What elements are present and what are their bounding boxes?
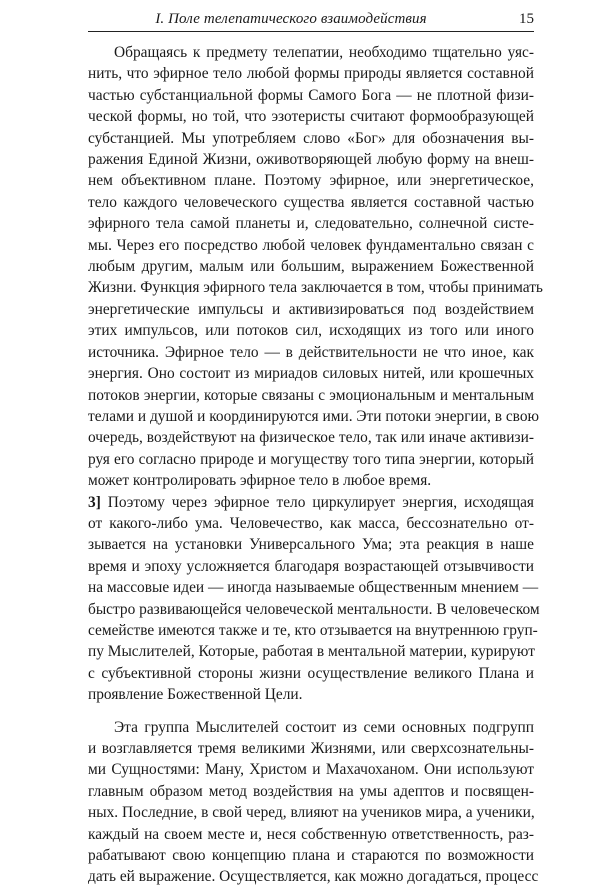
text-line: потоков энергии, которые связаны с эмоциональным и ментальным [88,386,534,404]
text-line: энергетические импульсы и активизироваться под воздействием [88,300,534,318]
running-header [88,6,534,32]
text-line: проявление Божественной Цели. [88,686,303,704]
text-line: быстро развивающейся человеческой ментальности. В человеческом [88,600,540,618]
text-line-content: Поэтому через эфирное тело циркулирует энергия, исходящая [100,493,534,511]
paragraph [88,717,539,888]
text-line: семействе имеются также и те, кто отзывается на внутреннюю груп- [88,621,538,639]
text-line: Жизни. Функция эфирного тела заключается в том, чтобы принимать [88,279,543,297]
text-line: частью субстанциальной формы Самого Бога — не плотной физи- [88,86,534,104]
text-line [88,492,534,513]
text-line: субстанцией. Мы употребляем слово «Бог» для обозначения вы- [88,129,534,147]
text-line: дать ей выражение. Осуществляется, как можно догадаться, процесс [88,868,539,886]
text-line: ми Сущностями: Ману, Христом и Махачоханом. Они используют [88,761,534,779]
paragraph-marker: 3] [88,493,101,511]
text-line: тело каждого человеческого существа является составной частью [88,193,534,211]
text-line: очередь, воздействуют на физическое тело, так или иначе активизи- [88,429,534,447]
text-line: время и эпоху усложняется благодаря возрастающей отзывчивости [88,557,534,575]
paragraph-spacer [88,706,534,717]
text-line: ражения Единой Жизни, оживотворяющей любую форму на внеш- [88,151,534,169]
text-line: Эта группа Мыслителей состоит из семи основных подгрупп [114,718,534,736]
text-line: руя его согласно природе и могуществу того типа энергии, который [88,450,534,468]
text-line: мы. Через его посредство любой человек фундаментально связан с [88,236,534,254]
text-line: нем объективном плане. Поэтому эфирное, или энергетическое, [88,172,534,190]
text-line: пу Мыслителей, Которые, работая в ментальной материи, курируют [88,643,535,661]
text-line: источника. Эфирное тело — в действительности не что иное, как [88,343,534,361]
text-line: Обращаясь к предмету телепатии, необходимо тщательно уяс- [114,44,534,61]
text-line: каждый на своем месте и, неся собственную ответственность, раз- [88,825,534,843]
text-line: и возглавляется тремя великими Жизнями, или сверхсознательны- [88,740,534,757]
paragraph [88,492,540,706]
text-line: рабатывают свою концепцию плана и стараются по возможности [88,847,534,865]
chapter-title: I. Поле телепатического взаимодействия [155,11,427,27]
text-line: на массовые идеи — иногда называемые общественным мнением — [88,579,539,597]
text-line: ных. Последние, в свой черед, влияют на учеников мира, а ученики, [88,804,535,822]
text-line: эфирного тела самой планеты и, следовательно, солнечной систе- [88,215,534,233]
text-line: с субъективной стороны жизни осуществление великого Плана и [88,664,534,682]
text-line: может контролировать эфирное тело в любое время. [88,472,432,490]
body-text [88,42,543,888]
text-line: этих импульсов, или потоков сил, исходящих из того или иного [88,322,534,340]
paragraph [88,42,543,492]
text-line: от какого-либо ума. Человечество, как масса, бессознательно от- [88,514,534,532]
page-number: 15 [519,11,534,27]
text-line: любым другим, малым или большим, выражением Божественной [88,258,534,276]
text-line: главным образом метод воздействия на умы адептов и посвящен- [88,782,534,800]
text-line: ческой формы, но той, что эзотеристы считают формообразующей [88,108,534,126]
text-line: телами и душой и координируются ими. Эти потоки энергии, в свою [88,407,540,425]
text-line: зывается на установки Универсального Ума; эта реакция в наше [88,536,534,554]
text-line: нить, что эфирное тело любой формы природы является составной [88,65,534,83]
text-line: энергия. Оно состоит из мириадов силовых нитей, или крошечных [88,365,534,383]
